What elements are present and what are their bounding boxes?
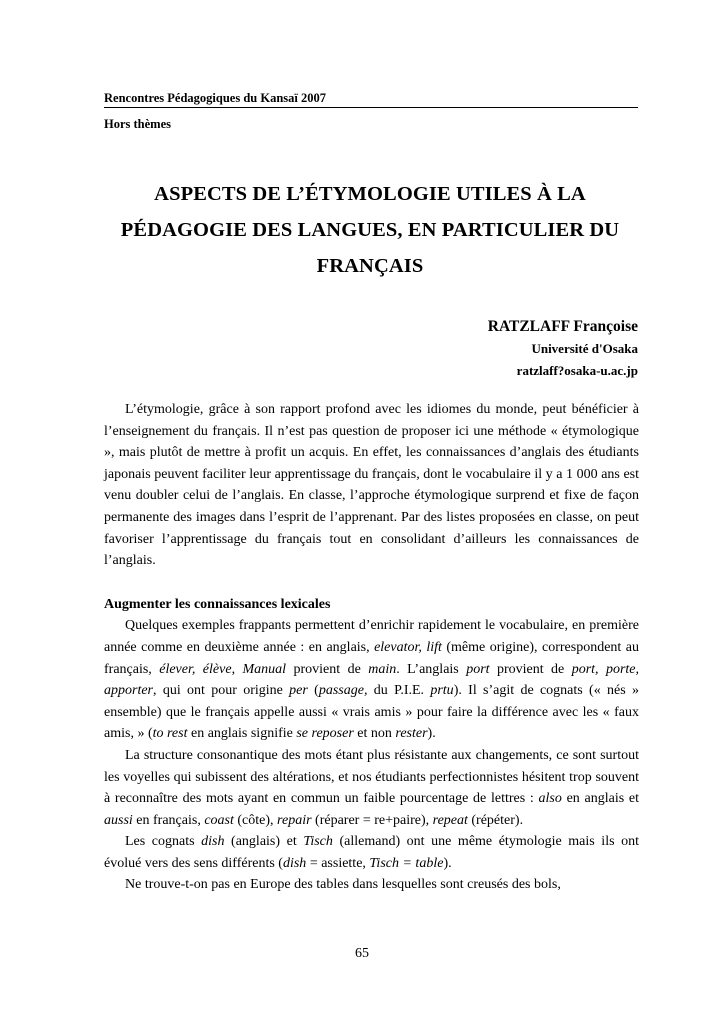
body-text <box>104 399 639 896</box>
page-number: 65 <box>355 946 369 961</box>
author-block <box>488 316 638 382</box>
paragraph-1: Quelques exemples frappants permettent d’enrichir rapidement le vocabulaire, en première année comme en deuxième année : en anglais, elevator, lift (même origine), correspondent au français, élever, élève, Manual provient de main. L’anglais port provient de port, porte, apporter, qui ont pour origine per (passage, du P.I.E. prtu). Il s’agit de cognats (« nés » ensemble) que le français appelle aussi « vrais amis » pour faire la différence avec les « faux amis, » (to rest en anglais signifie se reposer et non rester). <box>104 618 640 742</box>
paragraph-4: Ne trouve-t-on pas en Europe des tables dans lesquelles sont creusés des bols, <box>125 877 561 893</box>
section-label: Hors thèmes <box>104 117 171 131</box>
paper-title: ASPECTS DE L’ÉTYMOLOGIE UTILES À LA PÉDAGOGIE DES LANGUES, EN PARTICULIER DU FRANÇAIS <box>120 183 620 277</box>
paragraph-3: Les cognats dish (anglais) et Tisch (allemand) ont une même étymologie mais ils ont évolué vers des sens différents (dish = assiette, Tisch = table). <box>104 834 639 871</box>
author-name: RATZLAFF Françoise <box>487 318 638 335</box>
conference-name: Rencontres Pédagogiques du Kansaï 2007 <box>104 90 638 108</box>
author-affiliation: Université d'Osaka <box>531 341 638 356</box>
author-email: ratzlaff?osaka-u.ac.jp <box>516 363 638 378</box>
section-heading: Augmenter les connaissances lexicales <box>104 596 331 612</box>
abstract-paragraph: L’étymologie, grâce à son rapport profond avec les idiomes du monde, peut bénéficier à l’enseignement du français. Il n’est pas question de proposer ici une méthode « étymologique », mais plutôt de mettre à profit un acquis. En effet, les connaissances d’anglais des étudiants japonais peuvent faciliter leur apprentissage du français, dont le vocabulaire il y a 1 000 ans est venu doubler celui de l’anglais. En classe, l’approche étymologique surprend et fixe de façon permanente des images dans l’esprit de l’apprenant. Par des listes proposées en classe, on peut favoriser l’apprentissage du français tout en consolidant d’ailleurs les connaissances de l’anglais. <box>104 402 639 569</box>
running-header <box>104 90 638 133</box>
paragraph-2: La structure consonantique des mots étant plus résistante aux changements, ce sont surtout les voyelles qui subissent des altérations, et nos étudiants perfectionnistes hésitent trop souvent à reconnaître des mots ayant en commun un faible pourcentage de lettres : also en anglais et aussi en français, coast (côte), repair (réparer = re+paire), repeat (répéter). <box>104 747 639 828</box>
